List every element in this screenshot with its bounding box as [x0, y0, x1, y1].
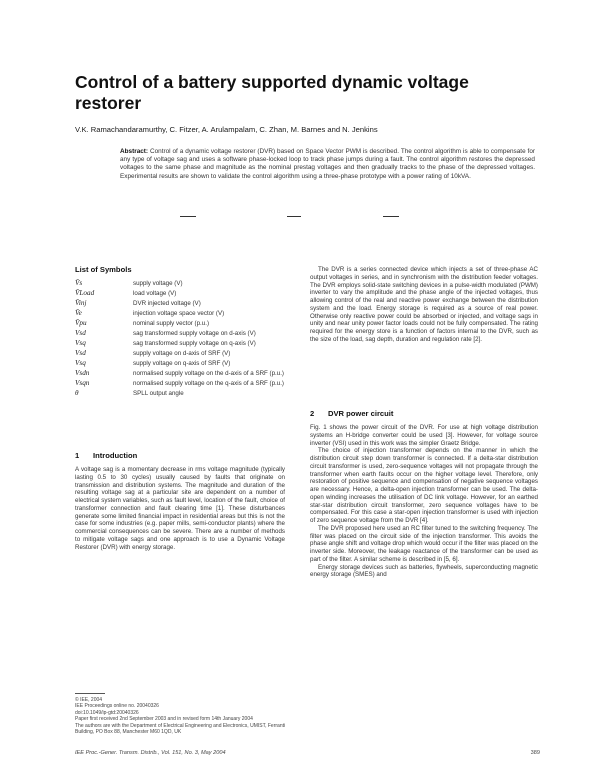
symbol-row: [75, 320, 285, 330]
footnote-line: Paper first received 2nd September 2003 and in revised form 14th January 2004: [75, 716, 253, 723]
right-column-body-bottom: [310, 424, 538, 579]
symbol: Vsqn: [75, 378, 90, 387]
symbol-row: [75, 380, 285, 390]
symbol-description: supply voltage on q-axis of SRF (V): [133, 359, 231, 367]
symbol-description: load voltage (V): [133, 289, 177, 297]
symbol-description: DVR injected voltage (V): [133, 299, 201, 307]
abstract-divider-left: [180, 216, 196, 217]
symbol: Vsq: [75, 338, 86, 347]
paragraph: The DVR is a series connected device which injects a set of three-phase AC output voltages in series, and in synchronism with the distribution feeder voltages. The DVR employs solid-state switching devices in a pulse-width modulated (PWM) inverter to vary the amplitude and the phase angle of the injected voltages, thus allowing control of the real and reactive power exchange between the distribution system and the load. Energy storage is required as a source of real power. Otherwise only reactive power could be absorbed or injected, and voltage sags in unity and near unity power factor loads could not be fully compensated. The rating required for the energy store is a function of factors internal to the DVR, such as the size of the load, sag depth, duration and regulation rate [2].: [310, 266, 538, 343]
symbol: V̄s: [75, 279, 83, 287]
symbol: Vsd: [75, 348, 86, 357]
symbol: θ: [75, 388, 79, 397]
symbol-description: sag transformed supply voltage on d-axis (V): [133, 329, 256, 337]
paper-title: Control of a battery supported dynamic voltage restorer: [75, 72, 469, 113]
paragraph: A voltage sag is a momentary decrease in rms voltage magnitude (typically lasting 0.5 to 30 cycles) usually caused by faults that originate on transmission and distribution systems. The magnitude and duration of the resulting voltage sag at a particular site are dependent on a number of electrical system variables, such as fault level, location of the fault, choice of transformer connection and fault clearing time [1]. These disturbances generate some limited financial impact in residential areas but this is not the case for some industries (e.g. paper mills, semi-conductor plants) where the commercial consequences can be severe. There are a number of methods to mitigate voltage sags and one approach is to use a Dynamic Voltage Restorer (DVR) with energy storage.: [75, 466, 285, 551]
symbol-description: injection voltage space vector (V): [133, 309, 225, 317]
symbol-description: sag transformed supply voltage on q-axis (V): [133, 339, 256, 347]
paragraph: Fig. 1 shows the power circuit of the DVR. For use at high voltage distribution systems an H-bridge converter could be used [3]. However, for voltage source inverter (VSI) used in this work was the simpler Graetz Bridge.: [310, 424, 538, 447]
intro-heading: [75, 451, 137, 461]
symbol: V̄pu: [75, 318, 87, 327]
paragraph: Energy storage devices such as batteries, flywheels, superconducting magnetic energy storage (SMES) and: [310, 563, 538, 579]
symbol-row: [75, 340, 285, 350]
page-footer: [75, 750, 540, 757]
section-title-text: DVR power circuit: [328, 409, 394, 418]
symbol-row: [75, 370, 285, 380]
paragraph: The DVR proposed here used an RC filter tuned to the switching frequency. The filter was placed on the circuit side of the injection transformer. This avoids the phase angle shift and voltage drop which would occur if the filter was placed on the inverter side. Moreover, the leakage reactance of the transformer can be used as part of the filter. A similar scheme is described in [5, 6].: [310, 524, 538, 563]
journal-citation: IEE Proc.-Gener. Transm. Distrib., Vol. 151, No. 3, May 2004: [75, 750, 226, 756]
symbol-description: normalised supply voltage on the d-axis of a SRF (p.u.): [133, 369, 284, 377]
symbol: Vsq: [75, 358, 86, 367]
abstract-divider-center: [287, 216, 301, 217]
page-number: 389: [530, 750, 540, 756]
symbol-row: [75, 280, 285, 290]
footnotes: [75, 697, 295, 735]
section-number: 1: [75, 451, 80, 460]
abstract-text: Control of a dynamic voltage restorer (DVR) based on Space Vector PWM is described. The control algorithm is able to compensate for any type of voltage sag and uses a software phase-locked loop to track phase jumps during a fault. The control algorithm restores the depressed voltages to the same phase and magnitude as the nominal prestag voltages and then gradually tracks to the phase of the depressed voltages. Experimental results are shown to validate the control algorithm using a three-phase prototype with a power rating of 10kVA.: [120, 148, 535, 180]
dvr-power-circuit-heading: [310, 409, 393, 419]
paragraph: The choice of injection transformer depends on the manner in which the distribution circuit step down transformer is connected. If a delta-star distribution circuit transformer is used, zero-sequence voltages will not propagate through the transformer when earth faults occur on the higher voltage level. Therefore, only restoration of positive sequence and compensation of negative sequence voltages are necessary. Hence, a delta-open injection transformer can be used. The delta-open winding increases the utilisation of DC link voltage. However, for an earthed star-star distribution circuit transformer, zero sequence voltages have to be compensated. For this case a star-open injection transformer is used with injection of zero sequence voltage from the DVR [4].: [310, 447, 538, 524]
symbols-heading: List of Symbols: [75, 265, 132, 274]
symbol-row: [75, 350, 285, 360]
symbol: V̄inj: [75, 298, 87, 307]
symbol-row: [75, 330, 285, 340]
abstract-divider-right: [383, 216, 399, 217]
symbol: Vsdn: [75, 368, 90, 377]
section-title-text: Introduction: [93, 451, 138, 460]
symbol: V̄e: [75, 308, 82, 317]
symbol-row: [75, 310, 285, 320]
symbol-description: supply voltage on d-axis of SRF (V): [133, 349, 231, 357]
symbol-description: SPLL output angle: [133, 389, 184, 397]
abstract: [120, 148, 535, 181]
footnote-line: The authors are with the Department of Electrical Engineering and Electronics, UMIST, Ferranti Building, PO Box 88, Manchester M60 1QD, UK: [75, 722, 286, 736]
right-column-body-top: [310, 266, 538, 344]
footnote-line: © IEE, 2004: [75, 697, 103, 703]
symbol-description: supply voltage (V): [133, 280, 183, 287]
section-number: 2: [310, 409, 315, 418]
footnote-line: IEE Proceedings online no. 20040326: [75, 703, 159, 710]
symbol: Vsd: [75, 328, 86, 337]
author-list: V.K. Ramachandaramurthy, C. Fitzer, A. Arulampalam, C. Zhan, M. Barnes and N. Jenkins: [75, 125, 378, 134]
symbol: V̄Load: [75, 288, 95, 297]
symbol-row: [75, 290, 285, 300]
abstract-label: Abstract:: [120, 148, 149, 155]
symbol-row: [75, 300, 285, 310]
symbols-table: [75, 280, 285, 400]
symbol-description: nominal supply vector (p.u.): [133, 319, 210, 327]
intro-body: [75, 466, 285, 551]
footnote-line: doi:10.1049/ip-gtd:20040326: [75, 709, 139, 716]
symbol-row: [75, 360, 285, 370]
symbol-row: [75, 390, 285, 400]
symbol-description: normalised supply voltage on the q-axis of a SRF (p.u.): [133, 379, 284, 387]
footnote-divider: [75, 693, 105, 694]
